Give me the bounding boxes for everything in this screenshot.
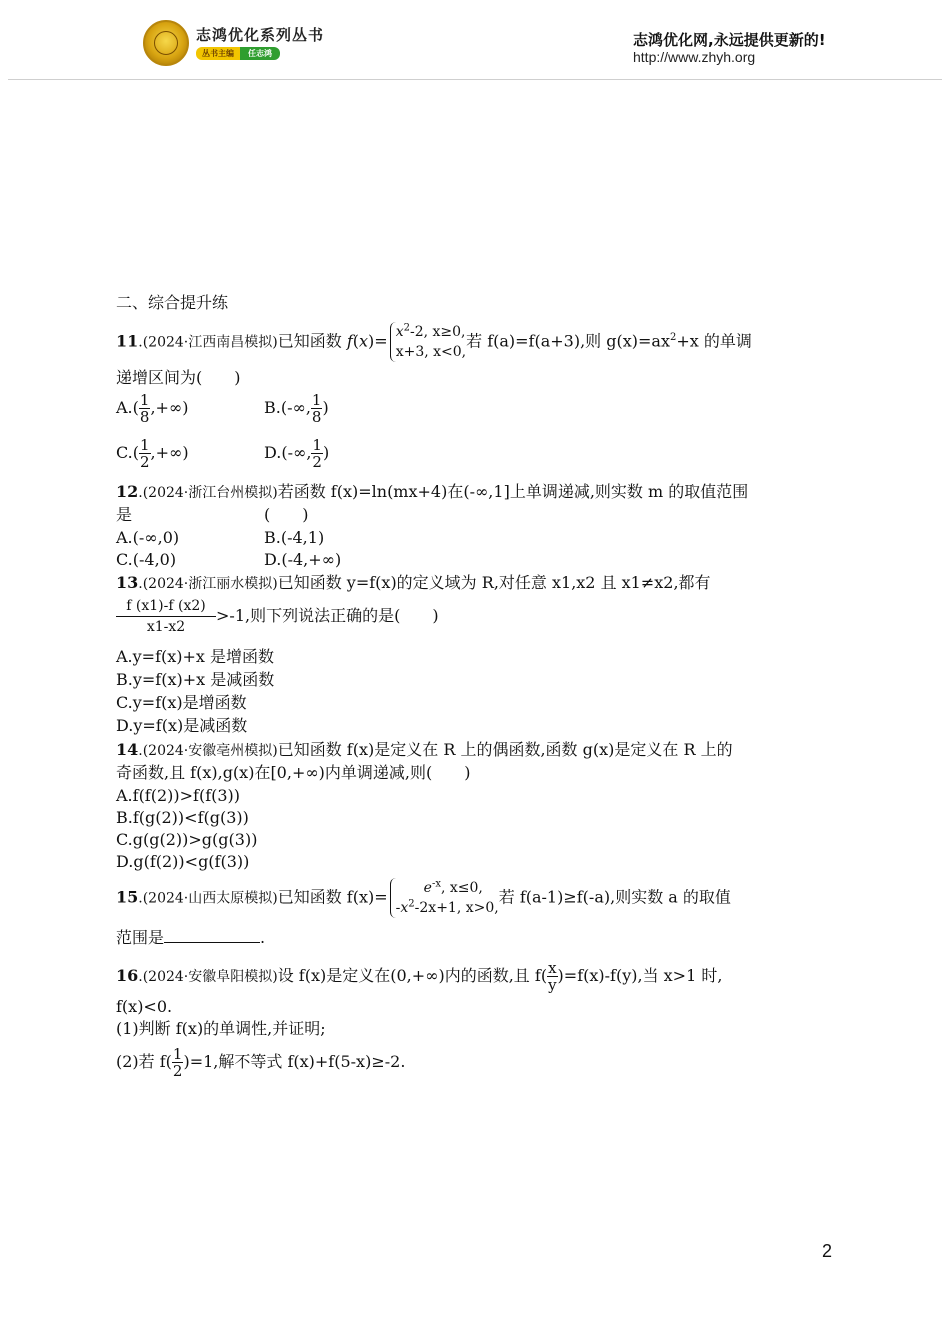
publisher-logo bbox=[143, 20, 189, 66]
difference-quotient: $\frac{f (x1)-f (x2)}{x1-x2}$ bbox=[116, 596, 216, 637]
question-11-options-row1 bbox=[116, 391, 329, 426]
stem-text: )=1,解不等式 f(x)+f(5-x)≥-2. bbox=[183, 1052, 406, 1071]
question-16-cont: f(x)<0. bbox=[116, 997, 173, 1016]
option-b[interactable]: B.(-4,1) bbox=[264, 528, 325, 547]
stem-text: 设 f(x)是定义在(0,+∞)内的函数,且 f( bbox=[277, 966, 548, 985]
option-a[interactable]: A.( $\frac{1}{8}$ ,+∞) bbox=[116, 391, 189, 426]
header-slogan: 志鸿优化网,永远提供更新的! bbox=[633, 31, 826, 49]
option-c[interactable]: C.( $\frac{1}{2}$ ,+∞) bbox=[116, 436, 189, 471]
stem-text: 已知函数 f(x)是定义在 R 上的偶函数,函数 g(x)是定义在 R 上的 bbox=[277, 740, 733, 759]
question-16-part2 bbox=[116, 1046, 405, 1079]
stem-text: >-1,则下列说法正确的是( ) bbox=[216, 606, 439, 625]
stem-text: 若函数 f(x)=ln(mx+4)在(-∞,1]上单调递减,则实数 m 的取值范围 bbox=[277, 482, 749, 501]
question-number: 14 bbox=[116, 740, 139, 759]
piece-1: , x≤0, bbox=[440, 880, 483, 896]
stem-text: )=f(x)-f(y),当 x>1 时, bbox=[557, 966, 723, 985]
option-a[interactable]: A.(-∞,0) bbox=[116, 528, 180, 547]
question-11-stem: 11.(2024·江西南昌模拟)已知函数 f(x)= $x^2-2$, x≥0, x+3, x<0, 若 f(a)=f(a+3),则 $g(x)=ax^2+x$ 的单调 bbox=[116, 322, 752, 360]
stem-text: 已知函数 bbox=[277, 331, 342, 351]
question-15-stem bbox=[116, 878, 731, 918]
piece-2: x+3, x<0, bbox=[395, 344, 467, 360]
badge-editor-name: 任志鸿 bbox=[240, 47, 280, 60]
piece-2: -2x+1, x>0, bbox=[414, 900, 499, 916]
question-16-stem bbox=[116, 960, 722, 993]
stem-text: 若 f(a-1)≥f(-a),则实数 a 的取值 bbox=[498, 887, 731, 907]
option-a[interactable]: A.y=f(x)+x 是增函数 bbox=[116, 647, 275, 666]
stem-text: 范围是 bbox=[116, 928, 165, 947]
answer-paren: ( ) bbox=[264, 505, 309, 524]
question-source: .(2024·安徽亳州模拟) bbox=[138, 743, 278, 759]
stem-text: 若 f(a)=f(a+3),则 g(x)=ax bbox=[466, 331, 670, 351]
stem-text: . bbox=[260, 928, 266, 947]
option-c[interactable]: C.y=f(x)是增函数 bbox=[116, 693, 247, 712]
question-number: 11 bbox=[116, 331, 139, 351]
series-title: 志鸿优化系列丛书 bbox=[196, 26, 325, 44]
question-source: .(2024·浙江台州模拟) bbox=[138, 485, 278, 501]
question-source: .(2024·安徽阜阳模拟) bbox=[138, 969, 278, 985]
question-14-cont: 奇函数,且 f(x),g(x)在[0,+∞)内单调递减,则( ) bbox=[116, 763, 471, 782]
question-11-options-row2 bbox=[116, 436, 330, 471]
section-title: 二、综合提升练 bbox=[116, 293, 229, 312]
question-13-cont bbox=[116, 596, 439, 637]
question-source: .(2024·山西太原模拟) bbox=[138, 890, 278, 907]
option-d[interactable]: D.g(f(2))<g(f(3)) bbox=[116, 852, 250, 871]
question-source: .(2024·江西南昌模拟) bbox=[138, 334, 278, 351]
piecewise-function: $e^{-x}$, x≤0, $-x^2-2x+1$, x>0, bbox=[390, 878, 499, 918]
stem-text: 已知函数 f(x)= bbox=[277, 887, 388, 907]
stem-text: 已知函数 y=f(x)的定义域为 R,对任意 x1,x2 且 x1≠x2,都有 bbox=[277, 573, 711, 592]
option-c[interactable]: C.g(g(2))>g(g(3)) bbox=[116, 830, 258, 849]
question-13-stem bbox=[116, 572, 711, 595]
question-16-part1: (1)判断 f(x)的单调性,并证明; bbox=[116, 1019, 326, 1038]
piece-1: -2, x≥0, bbox=[409, 324, 466, 340]
question-number: 16 bbox=[116, 966, 139, 985]
editor-badge bbox=[196, 47, 280, 60]
option-b[interactable]: B.(-∞, $\frac{1}{8}$ ) bbox=[264, 391, 329, 426]
answer-blank[interactable] bbox=[164, 928, 260, 943]
stem-text: (2)若 f( bbox=[116, 1052, 172, 1071]
stem-text: 是 bbox=[116, 505, 133, 524]
question-14-stem bbox=[116, 739, 733, 762]
question-number: 13 bbox=[116, 573, 139, 592]
page-number: 2 bbox=[822, 1241, 833, 1261]
piecewise-function: $x^2-2$, x≥0, x+3, x<0, bbox=[390, 322, 466, 362]
option-c[interactable]: C.(-4,0) bbox=[116, 550, 177, 569]
header-divider bbox=[8, 79, 942, 80]
option-b[interactable]: B.y=f(x)+x 是减函数 bbox=[116, 670, 275, 689]
question-source: .(2024·浙江丽水模拟) bbox=[138, 576, 278, 592]
header-url[interactable]: http://www.zhyh.org bbox=[633, 49, 756, 65]
half-fraction: $\frac{1}{2}$ bbox=[172, 1045, 183, 1080]
question-12-stem bbox=[116, 481, 748, 504]
option-b[interactable]: B.f(g(2))<f(g(3)) bbox=[116, 808, 249, 827]
question-12-options-row1 bbox=[116, 527, 325, 549]
question-12-options-row2 bbox=[116, 549, 342, 571]
option-d[interactable]: D.(-∞, $\frac{1}{2}$ ) bbox=[264, 436, 330, 471]
question-number: 15 bbox=[116, 887, 139, 907]
question-11-cont: 递增区间为( ) bbox=[116, 368, 241, 387]
option-d[interactable]: D.y=f(x)是减函数 bbox=[116, 716, 248, 735]
question-number: 12 bbox=[116, 482, 139, 501]
badge-label: 丛书主编 bbox=[196, 47, 240, 60]
quotient-fraction: $\frac{x}{y}$ bbox=[548, 959, 557, 994]
option-d[interactable]: D.(-4,+∞) bbox=[264, 550, 342, 569]
question-15-cont bbox=[116, 927, 265, 949]
option-a[interactable]: A.f(f(2))>f(f(3)) bbox=[116, 786, 241, 805]
stem-text: +x 的单调 bbox=[676, 331, 752, 351]
question-12-cont bbox=[116, 504, 309, 526]
